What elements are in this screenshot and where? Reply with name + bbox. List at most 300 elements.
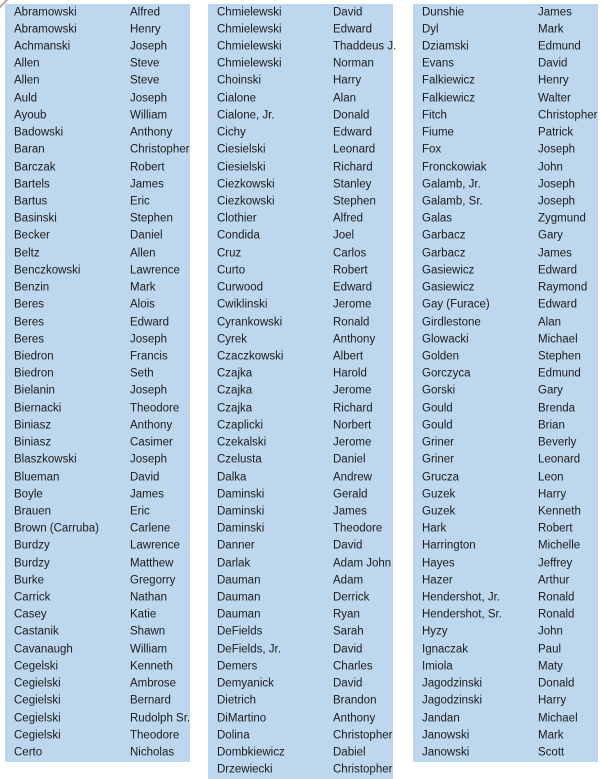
list-item (5, 245, 190, 262)
list-item (5, 452, 190, 469)
last-name-cell: Ignaczak (422, 642, 469, 655)
first-name-cell: Rudolph Sr. (130, 711, 191, 724)
first-name-cell: Charles (333, 660, 373, 673)
first-name-cell: Thaddeus J. (333, 40, 397, 53)
first-name-cell: Ryan (333, 608, 360, 621)
list-item (413, 624, 598, 641)
first-name-cell: Mark (130, 281, 156, 294)
list-item (5, 727, 190, 744)
first-name-cell: James (130, 487, 164, 500)
list-item (5, 624, 190, 641)
last-name-cell: Czekalski (217, 436, 267, 449)
list-item (208, 107, 393, 124)
list-item (413, 314, 598, 331)
last-name-cell: Cegelski (14, 660, 59, 673)
list-item (208, 331, 393, 348)
first-name-cell: Maty (538, 660, 563, 673)
first-name-cell: James (333, 505, 367, 518)
last-name-cell: Imiola (422, 660, 453, 673)
first-name-cell: Edward (538, 298, 577, 311)
list-item (413, 90, 598, 107)
first-name-cell: Christopher (538, 109, 598, 122)
first-name-cell: Alois (130, 298, 155, 311)
list-item (413, 572, 598, 589)
list-item (5, 366, 190, 383)
last-name-cell: Badowski (14, 126, 64, 139)
last-name-cell: Dolina (217, 729, 250, 742)
list-item (208, 607, 393, 624)
last-name-cell: Falkiewicz (422, 74, 476, 87)
first-name-cell: Joseph (130, 453, 168, 466)
last-name-cell: Allen (14, 74, 40, 87)
first-name-cell: David (333, 539, 363, 552)
last-name-cell: Cegielski (14, 694, 61, 707)
last-name-cell: Daminski (217, 522, 265, 535)
first-name-cell: Matthew (130, 556, 174, 569)
first-name-cell: Jerome (333, 436, 372, 449)
first-name-cell: Robert (333, 264, 368, 277)
first-name-cell: Norbert (333, 419, 372, 432)
first-name-cell: Daniel (333, 453, 366, 466)
first-name-cell: Steve (130, 74, 160, 87)
last-name-cell: Casey (14, 608, 47, 621)
list-item (413, 452, 598, 469)
first-name-cell: Edward (333, 23, 372, 36)
last-name-cell: Bartels (14, 178, 50, 191)
last-name-cell: Barczak (14, 160, 56, 173)
last-name-cell: Ciezkowski (217, 195, 275, 208)
first-name-cell: Donald (538, 677, 575, 690)
list-item (413, 211, 598, 228)
first-name-cell: Joel (333, 229, 355, 242)
list-item (413, 176, 598, 193)
first-name-cell: Robert (538, 522, 573, 535)
first-name-cell: Patrick (538, 126, 574, 139)
list-item (413, 21, 598, 38)
first-name-cell: Scott (538, 746, 565, 759)
list-item (208, 4, 393, 21)
list-item (5, 607, 190, 624)
list-item (5, 469, 190, 486)
last-name-cell: Clothier (217, 212, 257, 225)
list-item (5, 107, 190, 124)
first-name-cell: Anthony (333, 711, 376, 724)
list-item (208, 521, 393, 538)
last-name-cell: Carrick (14, 591, 51, 604)
last-name-cell: Golden (422, 350, 460, 363)
first-name-cell: James (538, 246, 572, 259)
list-item (413, 366, 598, 383)
last-name-cell: Dalka (217, 470, 247, 483)
last-name-cell: Biedron (14, 350, 54, 363)
first-name-cell: Lawrence (130, 264, 180, 277)
list-item (413, 262, 598, 279)
last-name-cell: Gasiewicz (422, 264, 475, 277)
list-item (208, 142, 393, 159)
list-item (5, 693, 190, 710)
first-name-cell: Edmund (538, 40, 581, 53)
last-name-cell: Curto (217, 264, 246, 277)
first-name-cell: Henry (130, 23, 161, 36)
first-name-cell: Mark (538, 729, 564, 742)
last-name-cell: Becker (14, 229, 50, 242)
list-item (208, 572, 393, 589)
list-item (208, 280, 393, 297)
last-name-cell: Chmielewski (217, 57, 282, 70)
last-name-cell: DiMartino (217, 711, 267, 724)
first-name-cell: Brenda (538, 401, 576, 414)
first-name-cell: Edmund (538, 367, 581, 380)
first-name-cell: Brian (538, 419, 565, 432)
list-item (5, 676, 190, 693)
first-name-cell: Bernard (130, 694, 171, 707)
last-name-cell: Hayes (422, 556, 455, 569)
last-name-cell: Fiume (422, 126, 454, 139)
list-item (208, 538, 393, 555)
list-item (208, 176, 393, 193)
last-name-cell: Czelusta (217, 453, 262, 466)
last-name-cell: Gould (422, 401, 453, 414)
list-item (413, 107, 598, 124)
list-item (5, 280, 190, 297)
first-name-cell: Stanley (333, 178, 372, 191)
last-name-cell: Baran (14, 143, 45, 156)
list-item (413, 159, 598, 176)
first-name-cell: Henry (538, 74, 569, 87)
list-item (413, 538, 598, 555)
first-name-cell: Francis (130, 350, 168, 363)
last-name-cell: Dauman (217, 608, 261, 621)
first-name-cell: David (333, 5, 363, 18)
last-name-cell: Boyle (14, 487, 43, 500)
last-name-cell: Cruz (217, 246, 242, 259)
first-name-cell: Nicholas (130, 746, 175, 759)
last-name-cell: Bartus (14, 195, 48, 208)
last-name-cell: Dauman (217, 591, 261, 604)
first-name-cell: Ronald (538, 591, 575, 604)
last-name-cell: Brown (Carruba) (14, 522, 99, 535)
last-name-cell: Czajka (217, 401, 253, 414)
list-item (5, 73, 190, 90)
first-name-cell: Arthur (538, 574, 570, 587)
last-name-cell: Blueman (14, 470, 60, 483)
list-item (413, 331, 598, 348)
first-name-cell: Harry (538, 487, 567, 500)
first-name-cell: Brandon (333, 694, 377, 707)
first-name-cell: Katie (130, 608, 157, 621)
list-item (208, 400, 393, 417)
first-name-cell: Beverly (538, 436, 577, 449)
last-name-cell: Galamb, Sr. (422, 195, 483, 208)
last-name-cell: Blaszkowski (14, 453, 77, 466)
first-name-cell: Adam (333, 574, 364, 587)
first-name-cell: Edward (333, 281, 372, 294)
list-item (208, 641, 393, 658)
first-name-cell: Theodore (130, 401, 180, 414)
last-name-cell: Gasiewicz (422, 281, 475, 294)
last-name-cell: Cyrek (217, 333, 248, 346)
list-item (413, 607, 598, 624)
last-name-cell: Glowacki (422, 333, 469, 346)
first-name-cell: Raymond (538, 281, 588, 294)
first-name-cell: Paul (538, 642, 562, 655)
last-name-cell: Ciesielski (217, 143, 266, 156)
last-name-cell: Cavanaugh (14, 642, 73, 655)
list-item (413, 125, 598, 142)
last-name-cell: Dziamski (422, 40, 469, 53)
last-name-cell: Gould (422, 419, 453, 432)
last-name-cell: Girdlestone (422, 315, 481, 328)
list-item (413, 589, 598, 606)
list-item (413, 245, 598, 262)
first-name-cell: Joseph (130, 384, 168, 397)
first-name-cell: Richard (333, 160, 373, 173)
first-name-cell: Anthony (333, 333, 376, 346)
list-item (208, 710, 393, 727)
first-name-cell: Kenneth (538, 505, 581, 518)
last-name-cell: Czaplicki (217, 419, 264, 432)
list-item (208, 503, 393, 520)
list-item (5, 21, 190, 38)
first-name-cell: Harry (333, 74, 362, 87)
last-name-cell: Czaczkowski (217, 350, 284, 363)
last-name-cell: Grucza (422, 470, 460, 483)
first-name-cell: Christopher (333, 729, 393, 742)
last-name-cell: Curwood (217, 281, 264, 294)
list-item (208, 56, 393, 73)
last-name-cell: Cegielski (14, 729, 61, 742)
first-name-cell: James (538, 5, 572, 18)
first-name-cell: Allen (130, 246, 156, 259)
list-item (208, 762, 393, 779)
last-name-cell: Jagodzinski (422, 694, 483, 707)
name-list-column-2 (208, 4, 397, 779)
list-item (5, 521, 190, 538)
last-name-cell: Evans (422, 57, 454, 70)
last-name-cell: Chmielewski (217, 5, 282, 18)
list-item (413, 400, 598, 417)
first-name-cell: Harry (538, 694, 567, 707)
first-name-cell: Stephen (333, 195, 376, 208)
first-name-cell: Leon (538, 470, 564, 483)
list-item (208, 676, 393, 693)
first-name-cell: Gerald (333, 487, 368, 500)
last-name-cell: Hendershot, Jr. (422, 591, 500, 604)
list-item (5, 744, 190, 761)
list-item (208, 589, 393, 606)
first-name-cell: Stephen (130, 212, 173, 225)
first-name-cell: John (538, 625, 563, 638)
first-name-cell: Shawn (130, 625, 166, 638)
list-item (208, 434, 393, 451)
last-name-cell: Danner (217, 539, 255, 552)
first-name-cell: Jerome (333, 298, 372, 311)
list-item (5, 383, 190, 400)
last-name-cell: Hyzy (422, 625, 448, 638)
last-name-cell: Jandan (422, 711, 460, 724)
list-item (5, 331, 190, 348)
first-name-cell: Michael (538, 711, 578, 724)
last-name-cell: Darlak (217, 556, 251, 569)
list-item (208, 555, 393, 572)
first-name-cell: Leonard (538, 453, 581, 466)
list-item (5, 56, 190, 73)
first-name-cell: David (333, 642, 363, 655)
list-item (5, 486, 190, 503)
first-name-cell: Alfred (130, 5, 161, 18)
name-list-column-1 (5, 4, 190, 762)
list-item (413, 56, 598, 73)
first-name-cell: Donald (333, 109, 370, 122)
list-item (208, 366, 393, 383)
first-name-cell: Kenneth (130, 660, 173, 673)
list-item (413, 280, 598, 297)
first-name-cell: Eric (130, 195, 150, 208)
list-item (413, 142, 598, 159)
list-item (208, 211, 393, 228)
first-name-cell: Andrew (333, 470, 372, 483)
list-item (413, 4, 598, 21)
first-name-cell: Ambrose (130, 677, 177, 690)
list-item (5, 228, 190, 245)
first-name-cell: Eric (130, 505, 150, 518)
first-name-cell: Nathan (130, 591, 168, 604)
last-name-cell: Beres (14, 333, 45, 346)
list-item (208, 744, 393, 761)
last-name-cell: Harrington (422, 539, 476, 552)
first-name-cell: Theodore (130, 729, 180, 742)
first-name-cell: Joseph (130, 40, 168, 53)
first-name-cell: Gary (538, 229, 563, 242)
first-name-cell: Sarah (333, 625, 364, 638)
first-name-cell: Albert (333, 350, 364, 363)
last-name-cell: Cwiklinski (217, 298, 268, 311)
last-name-cell: Ciesielski (217, 160, 266, 173)
list-item (208, 125, 393, 142)
last-name-cell: Castanik (14, 625, 59, 638)
first-name-cell: James (130, 178, 164, 191)
list-item (208, 727, 393, 744)
first-name-cell: Joseph (130, 91, 168, 104)
list-item (208, 21, 393, 38)
last-name-cell: Fitch (422, 109, 447, 122)
list-item (413, 383, 598, 400)
last-name-cell: Fronckowiak (422, 160, 487, 173)
last-name-cell: Daminski (217, 487, 265, 500)
last-name-cell: Cichy (217, 126, 246, 139)
list-item (5, 555, 190, 572)
last-name-cell: Basinski (14, 212, 57, 225)
list-item (5, 314, 190, 331)
last-name-cell: Garbacz (422, 246, 466, 259)
first-name-cell: Norman (333, 57, 374, 70)
first-name-cell: Daniel (130, 229, 163, 242)
list-item (413, 348, 598, 365)
list-item (5, 38, 190, 55)
first-name-cell: Steve (130, 57, 160, 70)
last-name-cell: Daminski (217, 505, 265, 518)
first-name-cell: Alan (333, 91, 357, 104)
last-name-cell: Biniasz (14, 419, 52, 432)
last-name-cell: Beltz (14, 246, 40, 259)
list-item (208, 693, 393, 710)
list-item (208, 73, 393, 90)
first-name-cell: David (333, 677, 363, 690)
first-name-cell: Michael (538, 333, 578, 346)
last-name-cell: Dauman (217, 574, 261, 587)
last-name-cell: Burke (14, 574, 45, 587)
list-item (208, 90, 393, 107)
last-name-cell: Bielanin (14, 384, 55, 397)
list-item (5, 658, 190, 675)
first-name-cell: Lawrence (130, 539, 180, 552)
first-name-cell: Edward (538, 264, 577, 277)
last-name-cell: Cialone, Jr. (217, 109, 275, 122)
list-item (413, 73, 598, 90)
first-name-cell: Richard (333, 401, 373, 414)
first-name-cell: Stephen (538, 350, 581, 363)
last-name-cell: Chmielewski (217, 40, 282, 53)
first-name-cell: Seth (130, 367, 154, 380)
list-item (5, 589, 190, 606)
last-name-cell: Dunshie (422, 5, 465, 18)
list-item (413, 503, 598, 520)
first-name-cell: Anthony (130, 419, 173, 432)
last-name-cell: DeFields (217, 625, 263, 638)
last-name-cell: Griner (422, 453, 454, 466)
first-name-cell: Alan (538, 315, 562, 328)
list-item (208, 314, 393, 331)
list-item (5, 572, 190, 589)
list-item (208, 658, 393, 675)
first-name-cell: Joseph (538, 143, 576, 156)
last-name-cell: Achmanski (14, 40, 71, 53)
last-name-cell: Falkiewicz (422, 91, 476, 104)
list-item (5, 538, 190, 555)
first-name-cell: Ronald (538, 608, 575, 621)
last-name-cell: Auld (14, 91, 38, 104)
list-item (5, 641, 190, 658)
first-name-cell: Christopher (130, 143, 190, 156)
list-item (5, 159, 190, 176)
last-name-cell: Chmielewski (217, 23, 282, 36)
last-name-cell: Gorski (422, 384, 456, 397)
last-name-cell: Biernacki (14, 401, 62, 414)
list-item (413, 38, 598, 55)
last-name-cell: Czajka (217, 384, 253, 397)
list-item (413, 193, 598, 210)
first-name-cell: Michelle (538, 539, 581, 552)
last-name-cell: Condida (217, 229, 260, 242)
last-name-cell: Gay (Furace) (422, 298, 490, 311)
last-name-cell: Choinski (217, 74, 262, 87)
last-name-cell: Certo (14, 746, 43, 759)
list-item (5, 348, 190, 365)
last-name-cell: Janowski (422, 746, 470, 759)
list-item (5, 125, 190, 142)
last-name-cell: Janowski (422, 729, 470, 742)
list-item (413, 486, 598, 503)
last-name-cell: Hazer (422, 574, 453, 587)
list-item (413, 693, 598, 710)
list-item (208, 469, 393, 486)
name-list-column-3 (413, 4, 598, 762)
first-name-cell: William (130, 642, 168, 655)
list-item (5, 176, 190, 193)
list-item (413, 744, 598, 761)
list-item (413, 727, 598, 744)
last-name-cell: Garbacz (422, 229, 466, 242)
